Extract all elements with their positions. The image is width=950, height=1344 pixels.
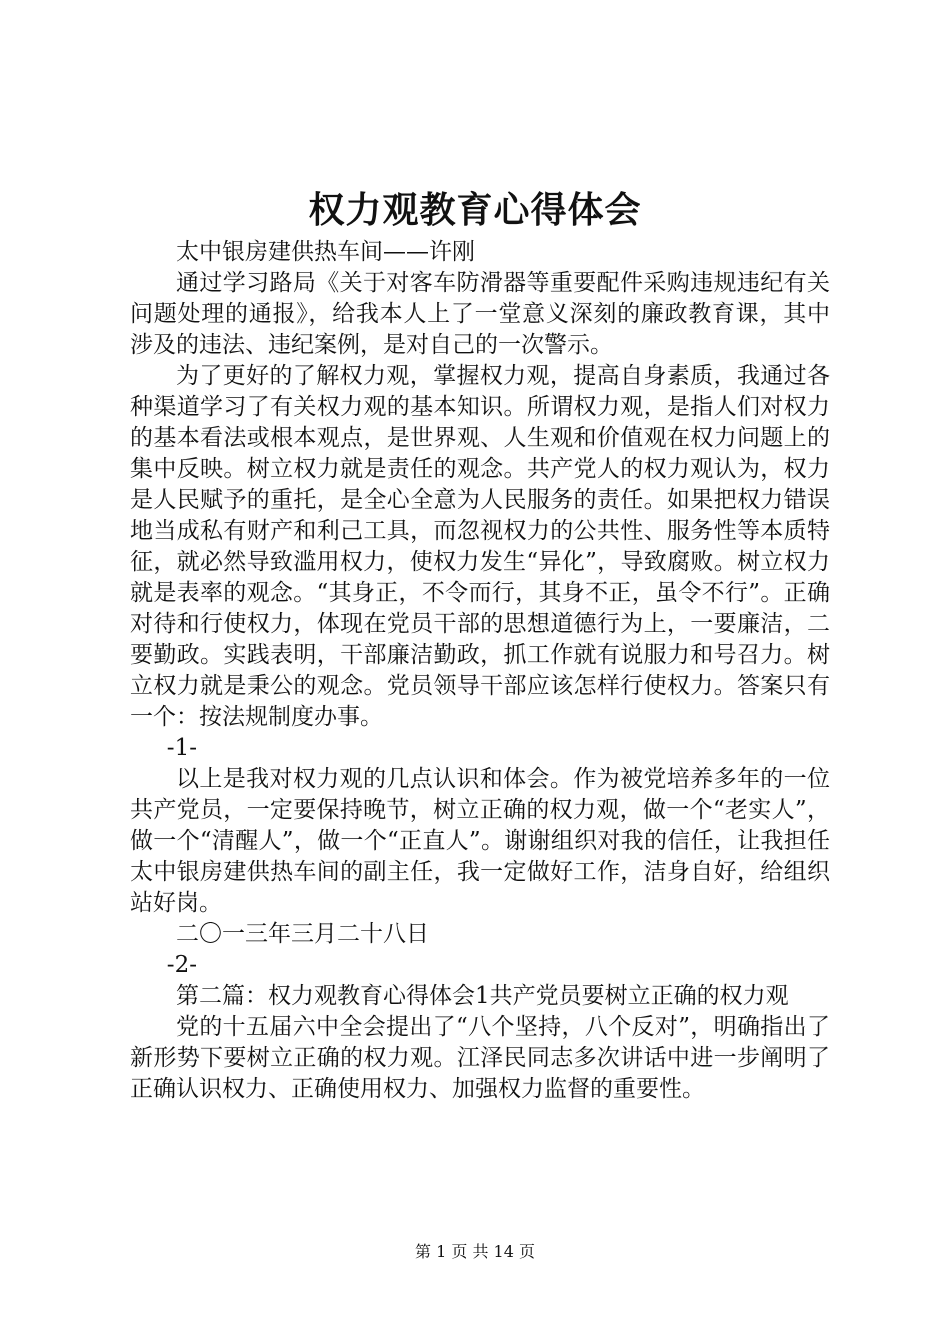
author-line: 太中银房建供热车间——许刚 — [176, 239, 475, 265]
paragraph: 以上是我对权力观的几点认识和体会。作为被党培养多年的一位共产党员，一定要保持晚节，树立正确的权力观，做一个“老实人”，做一个“清醒人”，做一个“正直人”。谢谢组织对我的信任，让我担任太中银房建供热车间的副主任，我一定做好工作，洁身自好，给组织站好岗。 — [130, 766, 830, 916]
paragraph: 党的十五届六中全会提出了“八个坚持，八个反对”，明确指出了新形势下要树立正确的权力观。江泽民同志多次讲话中进一步阐明了正确认识权力、正确使用权力、加强权力监督的重要性。 — [130, 1014, 830, 1102]
page-footer: 第 1 页 共 14 页 — [415, 1242, 535, 1261]
page-marker: -2- — [166, 952, 197, 978]
paragraph: 通过学习路局《关于对客车防滑器等重要配件采购违规违纪有关问题处理的通报》，给我本人上了一堂意义深刻的廉政教育课，其中涉及的违法、违纪案例，是对自己的一次警示。 — [130, 270, 830, 358]
document-body — [130, 237, 830, 1105]
page-marker: -1- — [166, 735, 197, 761]
date-line: 二〇一三年三月二十八日 — [176, 921, 429, 947]
document-title: 权力观教育心得体会 — [308, 189, 642, 231]
paragraph: 为了更好的了解权力观，掌握权力观，提高自身素质，我通过各种渠道学习了有关权力观的基本知识。所谓权力观，是指人们对权力的基本看法或根本观点，是世界观、人生观和价值观在权力问题上的集中反映。树立权力就是责任的观念。共产党人的权力观认为，权力是人民赋予的重托，是全心全意为人民服务的责任。如果把权力错误地当成私有财产和利己工具，而忽视权力的公共性、服务性等本质特征，就必然导致滥用权力，使权力发生“异化”，导致腐败。树立权力就是表率的观念。“其身正，不令而行，其身不正，虽令不行”。正确对待和行使权力，体现在党员干部的思想道德行为上，一要廉洁，二要勤政。实践表明，干部廉洁勤政，抓工作就有说服力和号召力。树立权力就是秉公的观念。党员领导干部应该怎样行使权力。答案只有一个：按法规制度办事。 — [130, 363, 830, 730]
section-heading: 第二篇：权力观教育心得体会1共产党员要树立正确的权力观 — [176, 983, 789, 1009]
